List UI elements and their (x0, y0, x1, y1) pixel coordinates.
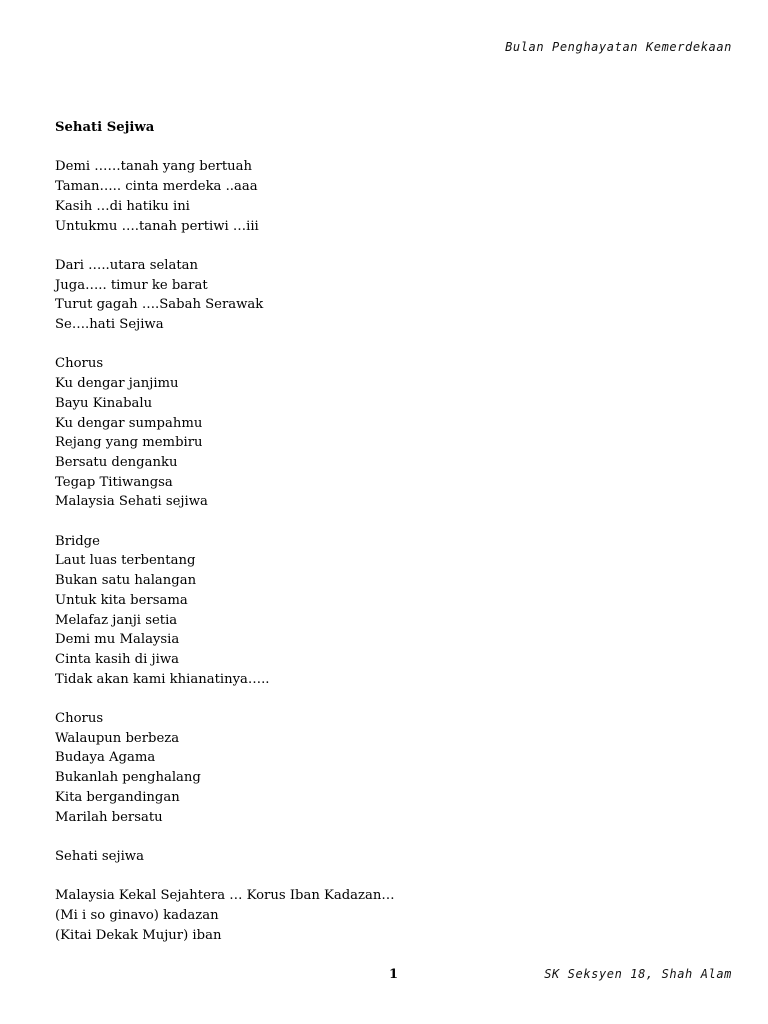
stanza-1 (55, 157, 715, 236)
lyric-line: Cinta kasih di jiwa (55, 651, 179, 667)
stanza-chorus-2 (55, 709, 715, 827)
section-label: Bridge (55, 533, 100, 549)
lyric-line: Demi ……tanah yang bertuah (55, 159, 253, 175)
lyric-line: Tidak akan kami khianatinya….. (55, 671, 270, 687)
lyric-line: Melafaz janji setia (55, 612, 178, 628)
lyric-line: Taman….. cinta merdeka ..aaa (55, 179, 258, 195)
lyric-line: Sehati sejiwa (55, 848, 144, 864)
lyric-line: Ku dengar janjimu (55, 376, 179, 392)
lyric-line: (Kitai Dekak Mujur) iban (55, 927, 222, 943)
stanza-outro (55, 886, 715, 945)
lyric-line: Tegap Titiwangsa (55, 474, 173, 490)
stanza-closing (55, 847, 715, 867)
stanza-chorus-1 (55, 354, 715, 512)
lyric-line: Bayu Kinabalu (55, 395, 153, 411)
lyric-line: Dari …..utara selatan (55, 257, 199, 273)
lyric-line: Kasih …di hatiku ini (55, 198, 190, 214)
lyric-line: Bersatu denganku (55, 454, 178, 470)
stanza-2 (55, 256, 715, 335)
lyric-line: Kita bergandingan (55, 789, 180, 805)
lyric-line: Ku dengar sumpahmu (55, 415, 203, 431)
lyric-line: Untuk kita bersama (55, 592, 188, 608)
section-label: Chorus (55, 356, 104, 372)
stanza-bridge (55, 532, 715, 690)
lyric-line: Bukanlah penghalang (55, 770, 201, 786)
lyric-line: Budaya Agama (55, 750, 156, 766)
song-title: Sehati Sejiwa (55, 120, 155, 135)
page-footer-school: SK Seksyen 18, Shah Alam (544, 967, 732, 981)
page-number: 1 (389, 967, 399, 982)
lyric-line: Se….hati Sejiwa (55, 317, 164, 332)
lyric-line: Rejang yang membiru (55, 435, 203, 451)
lyric-line: Turut gagah ….Sabah Serawak (55, 297, 264, 313)
lyric-line: (Mi i so ginavo) kadazan (55, 908, 219, 924)
lyric-line: Malaysia Kekal Sejahtera … Korus Iban Kadazan… (55, 888, 395, 904)
page-header: Bulan Penghayatan Kemerdekaan (505, 40, 732, 54)
lyric-line: Bukan satu halangan (55, 573, 197, 589)
lyric-line: Walaupun berbeza (55, 730, 180, 746)
section-label: Chorus (55, 711, 104, 727)
lyric-line: Laut luas terbentang (55, 553, 196, 569)
lyric-line: Untukmu ….tanah pertiwi …iii (55, 218, 259, 234)
lyric-line: Malaysia Sehati sejiwa (55, 494, 208, 510)
lyric-line: Marilah bersatu (55, 809, 163, 825)
lyric-line: Demi mu Malaysia (55, 632, 180, 648)
song-content (55, 118, 715, 965)
lyric-line: Juga….. timur ke barat (55, 277, 208, 293)
